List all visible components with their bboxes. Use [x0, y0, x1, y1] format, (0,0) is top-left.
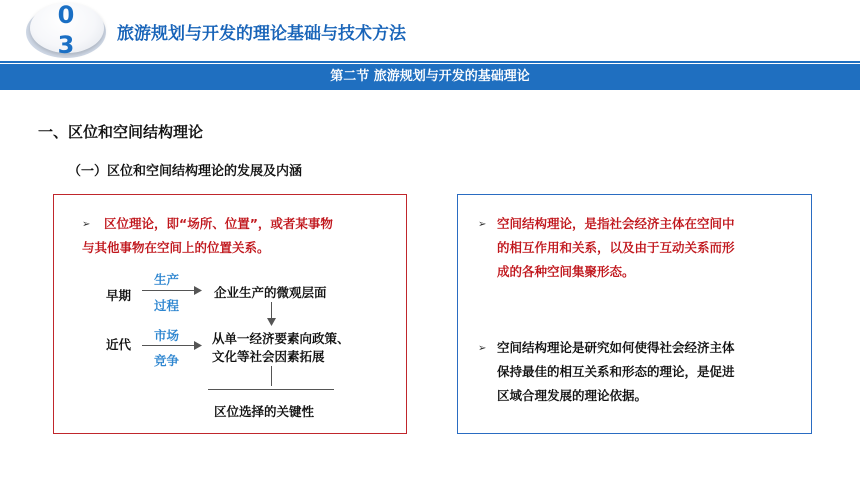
section-title: 第二节 旅游规划与开发的基础理论 — [330, 69, 530, 84]
conclusion-text: 区位选择的关键性 — [214, 404, 315, 419]
down-arrow-line-2 — [271, 366, 272, 386]
bullet-arrow-icon: ➢ — [82, 219, 91, 230]
bullet-arrow-icon: ➢ — [478, 343, 487, 354]
location-definition-line1: 区位理论，即“场所、位置”，或者某事物 — [104, 216, 333, 231]
modern-arrow-bottom-label: 竞争 — [154, 353, 180, 368]
early-arrow-bottom-label: 过程 — [154, 298, 180, 313]
modern-result-line1: 从单一经济要素向政策、 — [212, 331, 350, 346]
early-result-text: 企业生产的微观层面 — [214, 285, 327, 300]
section-bar-topline — [0, 61, 860, 63]
modern-arrow-top-label: 市场 — [154, 328, 180, 343]
chapter-title: 旅游规划与开发的理论基础与技术方法 — [117, 24, 406, 44]
arrow-right-icon — [194, 286, 202, 295]
bullet-arrow-icon: ➢ — [478, 219, 487, 230]
conclusion-divider — [208, 389, 334, 390]
chapter-number: 03 — [57, 1, 75, 59]
spatial-purpose-line1: 空间结构理论是研究如何使得社会经济主体 — [497, 340, 735, 355]
arrow-down-icon — [267, 318, 276, 326]
heading-level-1: 一、区位和空间结构理论 — [38, 123, 204, 141]
location-definition-line2: 与其他事物在空间上的位置关系。 — [82, 240, 270, 255]
arrow-right-icon — [194, 341, 202, 350]
heading-level-2: （一）区位和空间结构理论的发展及内涵 — [68, 164, 303, 179]
spatial-definition-line1: 空间结构理论，是指社会经济主体在空间中 — [497, 216, 735, 231]
spatial-definition-line3: 成的各种空间集聚形态。 — [497, 264, 635, 279]
spatial-purpose-line3: 区域合理发展的理论依据。 — [497, 388, 648, 403]
early-arrow-top-label: 生产 — [154, 272, 180, 287]
modern-period-label: 近代 — [106, 337, 132, 352]
early-period-label: 早期 — [106, 288, 132, 303]
spatial-definition-line2: 的相互作用和关系，以及由于互动关系而形 — [497, 240, 735, 255]
modern-result-line2: 文化等社会因素拓展 — [212, 349, 325, 364]
early-arrow-line — [142, 290, 198, 291]
modern-arrow-line — [142, 345, 198, 346]
spatial-purpose-line2: 保持最佳的相互关系和形态的理论，是促进 — [497, 364, 735, 379]
